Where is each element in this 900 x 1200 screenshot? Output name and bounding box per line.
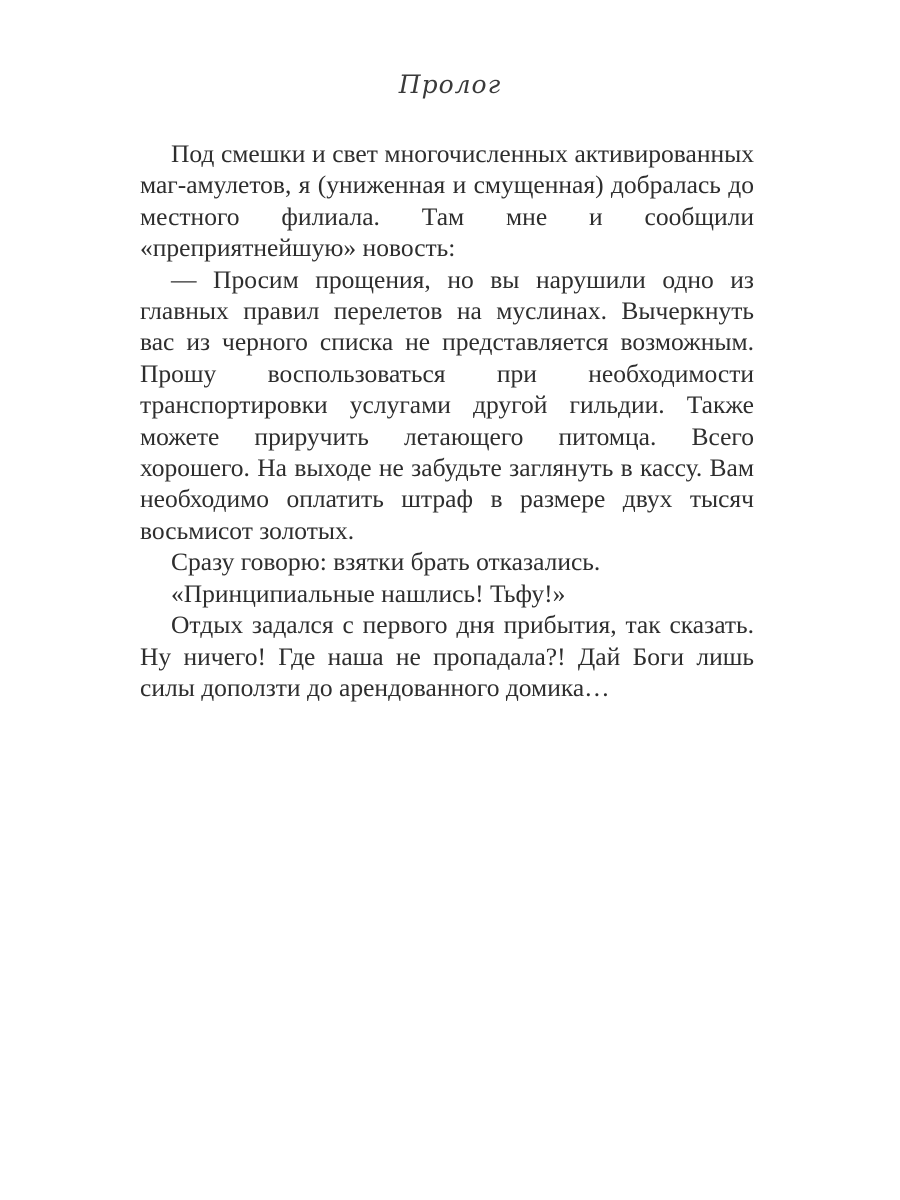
paragraph: Под смешки и свет многочисленных активированных маг-амулетов, я (униженная и смущенная) добралась до местного филиала. Там мне и сообщили «преприятнейшую» новость: xyxy=(140,139,754,263)
chapter-header: Пролог xyxy=(398,70,502,99)
paragraph: Сразу говорю: взятки брать отказались. xyxy=(171,547,601,577)
body-text xyxy=(140,138,754,703)
paragraph: — Просим прощения, но вы нарушили одно из главных правил перелетов на муслинах. Вычеркнуть вас из черного списка не представляется возможным. Прошу воспользоваться при необходимости транспортировки услугами другой гильдии. Также можете приручить летающего питомца. Всего хорошего. На выходе не забудьте заглянуть в кассу. Вам необходимо оплатить штраф в размере двух тысяч восьмисот золотых. xyxy=(140,264,754,545)
paragraph: «Принципиальные нашлись! Тьфу!» xyxy=(171,578,566,608)
paragraph: Отдых задался с первого дня прибытия, так сказать. Ну ничего! Где наша не пропадала?! Дай Боги лишь силы доползти до арендованного домика… xyxy=(140,610,754,702)
